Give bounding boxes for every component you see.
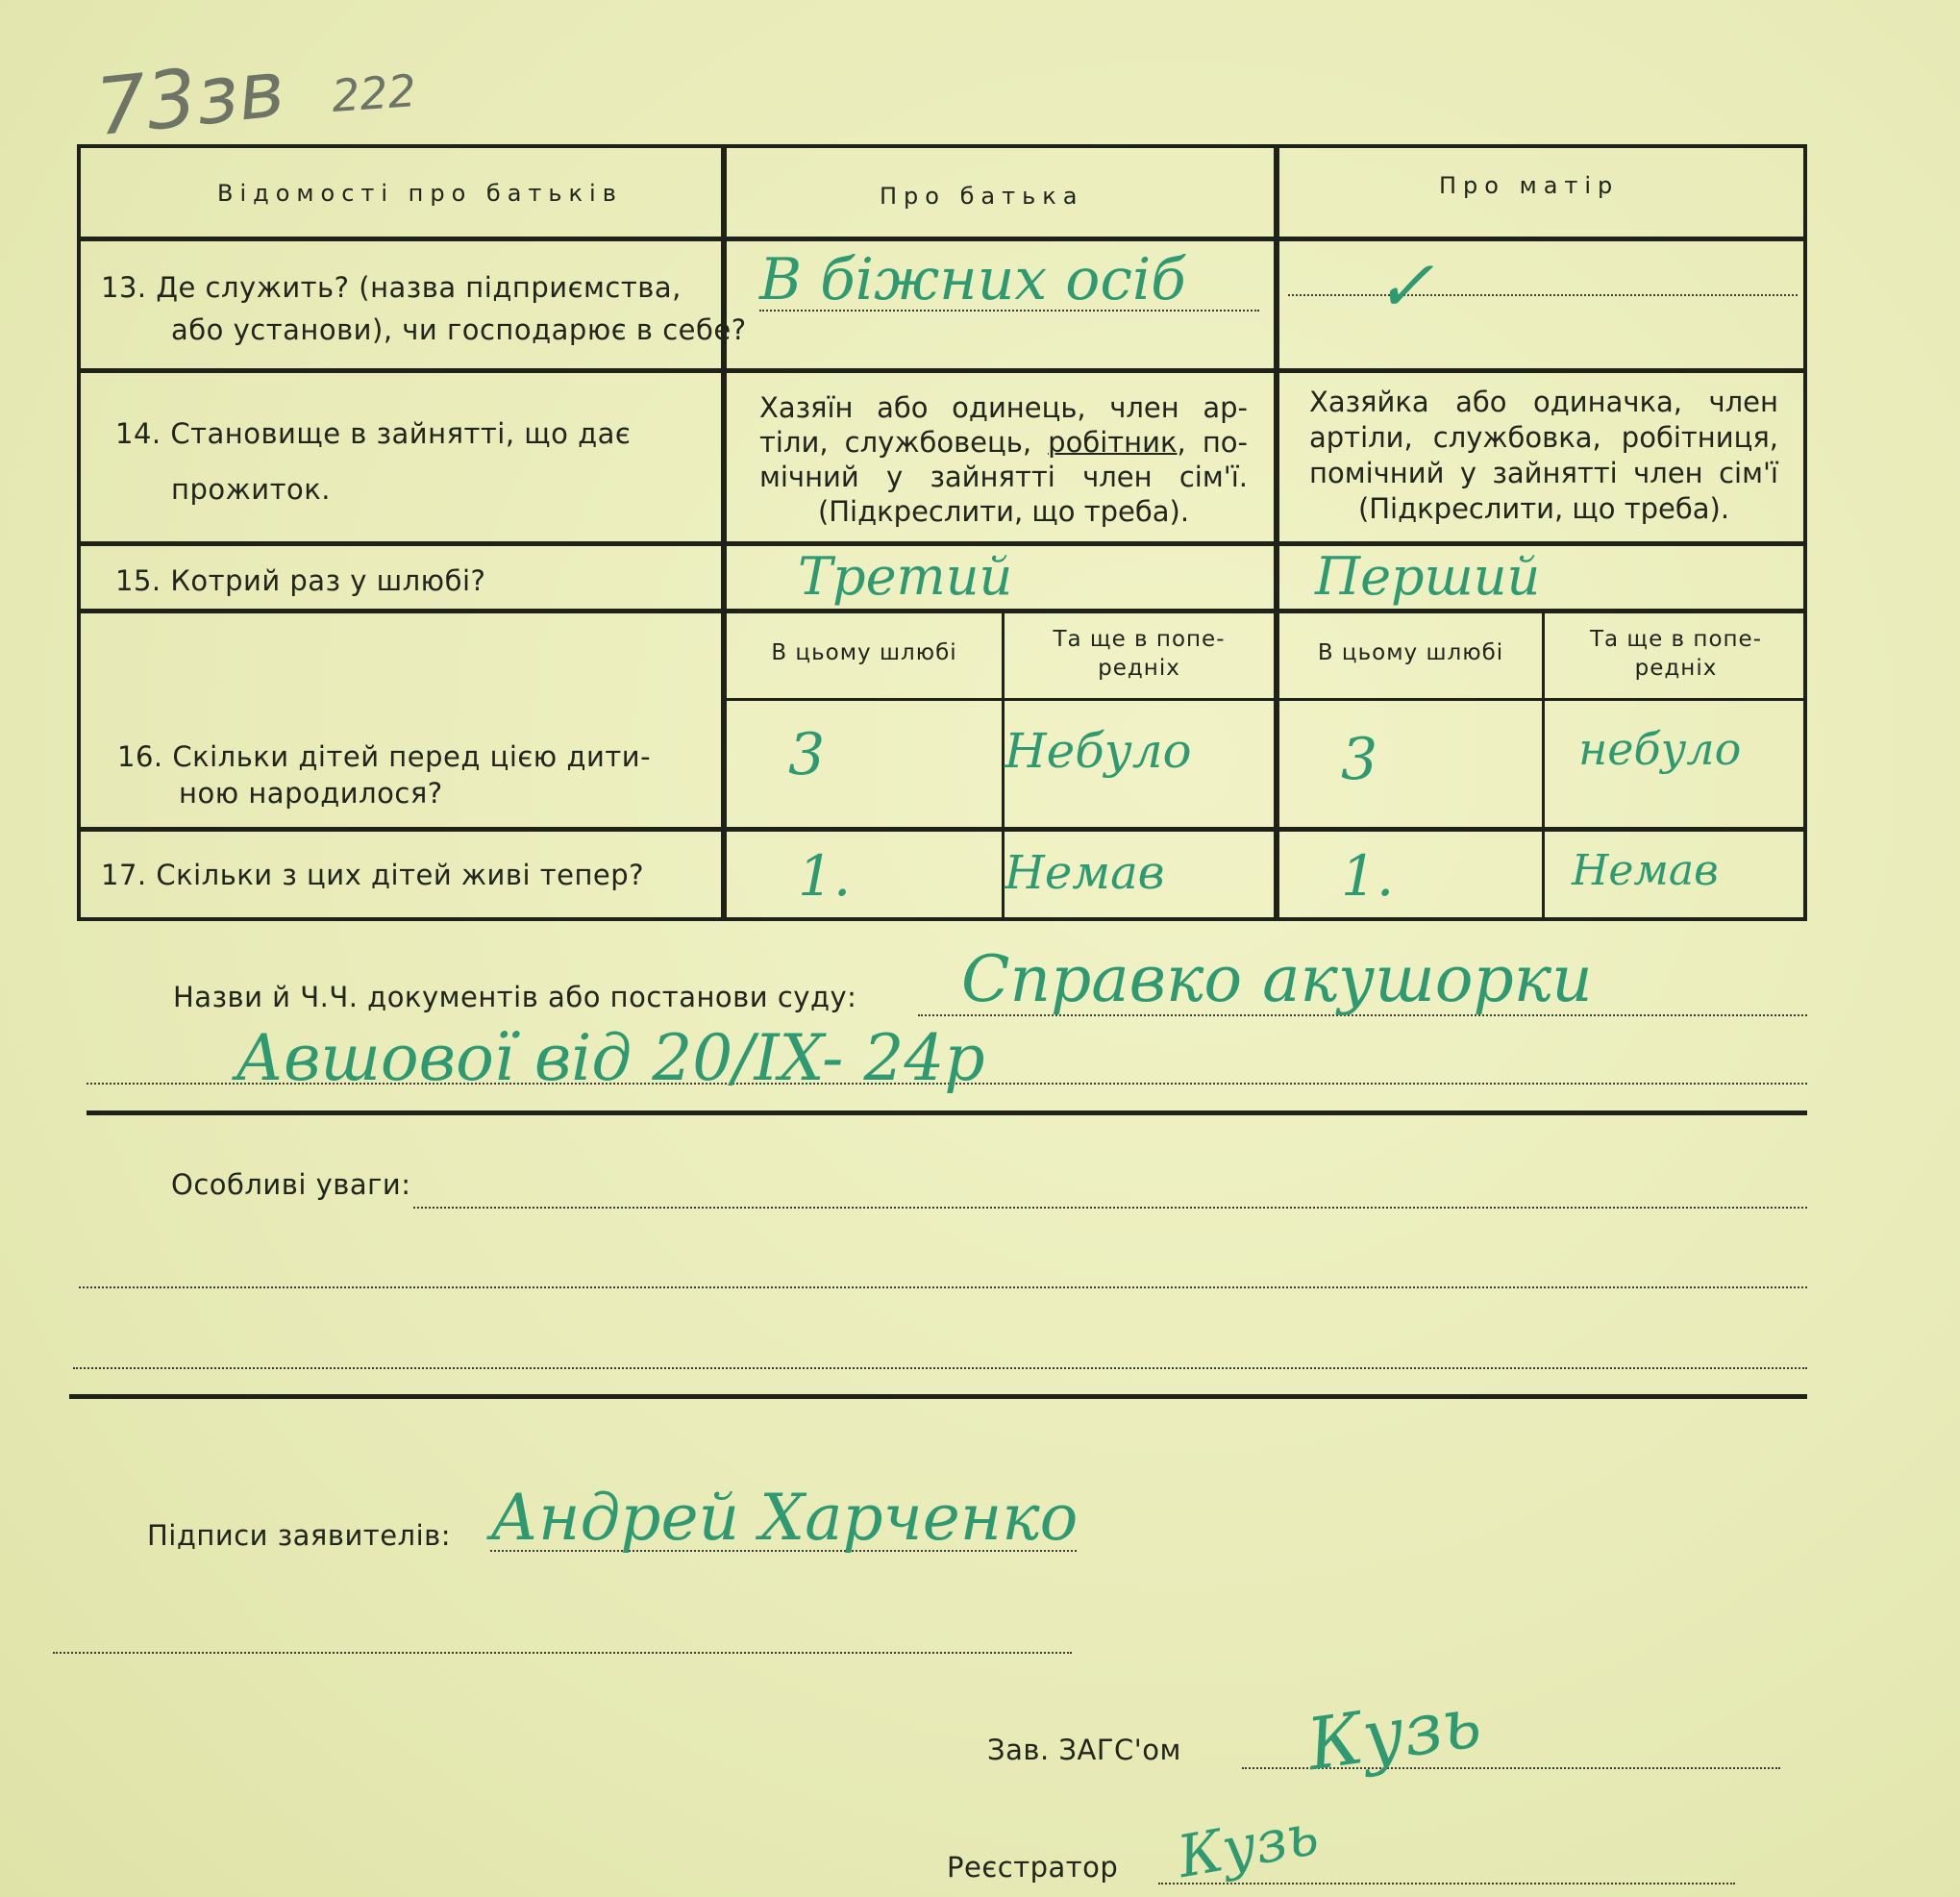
row14-father-line4: (Підкреслити, що треба). <box>817 495 1190 528</box>
subheader-father-this-marriage: В цьому шлюбі <box>771 640 957 665</box>
row14-father-line2: тіли, службовець, робітник, по- <box>759 426 1248 459</box>
row16-question-line2: ною народилося? <box>179 777 443 810</box>
row17-question: 17. Скільки з цих дітей живі тепер? <box>101 859 645 891</box>
row16-father-previous: Небуло <box>1005 723 1192 779</box>
row13-father-answer: В біжних осіб <box>759 246 1186 313</box>
row14-father-line3: мічний у зайнятті член сім'ї. <box>759 461 1248 493</box>
header-about-mother: Про матір <box>1439 172 1620 199</box>
row16-question-line1: 16. Скільки дітей перед цією дити- <box>117 740 652 773</box>
header-parents-info: Відомості про батьків <box>217 180 623 207</box>
row17-father-this: 1. <box>798 843 852 909</box>
registrar-signature: Кузь <box>1173 1800 1324 1892</box>
row15-mother-answer: Перший <box>1315 546 1541 607</box>
applicants-signature-label: Підписи заявителів: <box>147 1519 451 1552</box>
row14-father-line1: Хазяїн або одинець, член ар- <box>759 391 1248 424</box>
registrar-label: Реєстратор <box>947 1851 1119 1884</box>
row13-mother-answer: ✓ <box>1375 245 1435 328</box>
archive-number-mark: 222 <box>330 64 418 122</box>
subheader-father-previous-line1: Та ще в попе- <box>1053 627 1226 652</box>
row17-mother-previous: Немав <box>1572 846 1719 895</box>
archive-folio-mark: 73зв <box>91 43 289 154</box>
row16-father-this: 3 <box>788 721 826 788</box>
subheader-mother-previous-line2: редніх <box>1634 656 1718 681</box>
head-zags-signature: Кузь <box>1302 1680 1486 1787</box>
row14-mother-line4: (Підкреслити, що треба). <box>1357 492 1730 525</box>
row16-mother-previous: небуло <box>1578 723 1742 775</box>
row14-mother-line2: артіли, службовка, робітниця, <box>1309 421 1778 454</box>
subheader-father-previous-line2: редніх <box>1098 656 1180 681</box>
row14-question-line2: прожиток. <box>171 473 331 506</box>
row17-mother-this: 1. <box>1341 843 1395 909</box>
subheader-mother-previous-line1: Та ще в попе- <box>1589 627 1763 652</box>
row13-question-line1: 13. Де служить? (назва підприємства, <box>101 271 682 304</box>
row17-father-previous: Немав <box>1005 846 1165 900</box>
row14-mother-line3: помічний у зайнятті член сім'ї <box>1309 457 1778 489</box>
row15-question: 15. Котрий раз у шлюбі? <box>115 564 486 597</box>
row15-father-answer: Третий <box>798 546 1013 607</box>
remarks-label: Особливі уваги: <box>171 1168 411 1201</box>
subheader-mother-this-marriage: В цьому шлюбі <box>1317 640 1504 665</box>
documents-line2: Авшової від 20/IX- 24р <box>236 1021 985 1095</box>
applicants-signature: Андрей Харченко <box>490 1481 1079 1555</box>
documents-line1: Справко акушорки <box>961 942 1593 1016</box>
header-about-father: Про батька <box>880 183 1084 210</box>
documents-label: Назви й Ч.Ч. документів або постанови суду: <box>173 981 857 1013</box>
row14-question-line1: 14. Становище в зайнятті, що дає <box>115 417 632 450</box>
head-zags-label: Зав. ЗАГС'ом <box>987 1734 1181 1766</box>
row14-mother-line1: Хазяйка або одиначка, член <box>1309 386 1778 418</box>
row16-mother-this: 3 <box>1341 726 1378 793</box>
row13-question-line2: або установи), чи господарює в себе? <box>171 313 747 346</box>
